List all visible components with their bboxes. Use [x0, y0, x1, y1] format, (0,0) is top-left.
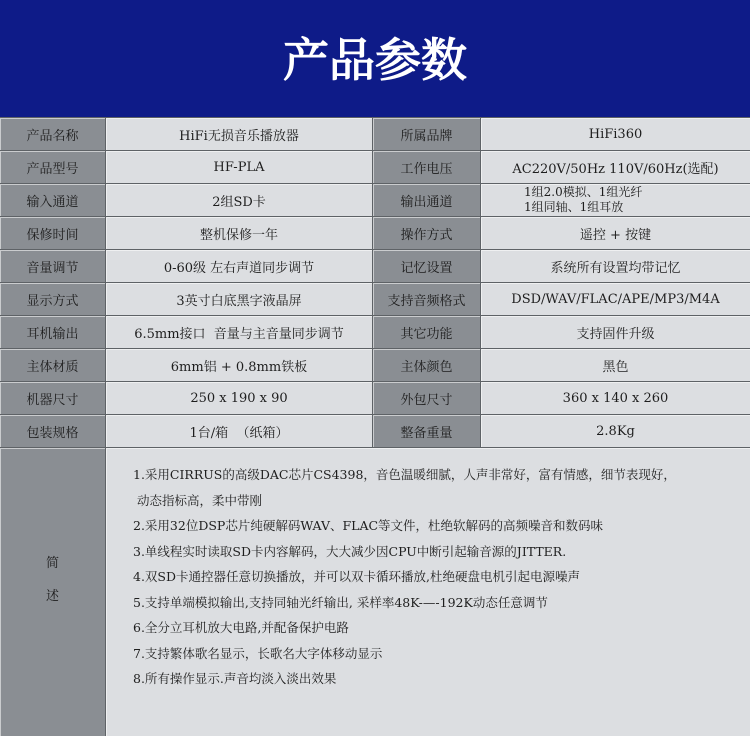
- spec-label-left: 主体材质: [0, 349, 106, 381]
- description-item: 1.采用CIRRUS的高级DAC芯片CS4398，音色温暖细腻，人声非常好，富有情感，细节表现好，: [133, 467, 676, 482]
- spec-label-right: 输出通道: [373, 184, 481, 216]
- spec-value-left: 6.5mm接口 音量与主音量同步调节: [106, 316, 373, 348]
- description-list: [106, 448, 750, 736]
- description-label: [0, 448, 106, 736]
- spec-value-right: AC220V/50Hz 110V/60Hz(选配): [481, 151, 750, 183]
- spec-label-right: 整备重量: [373, 415, 481, 447]
- spec-label-left: 包装规格: [0, 415, 106, 447]
- spec-row: [0, 316, 750, 349]
- spec-label-right: 所属品牌: [373, 118, 481, 150]
- spec-value-right: 系统所有设置均带记忆: [481, 250, 750, 282]
- spec-label-right: 主体颜色: [373, 349, 481, 381]
- spec-label-right: 记忆设置: [373, 250, 481, 282]
- spec-value-left: 250 x 190 x 90: [106, 382, 373, 414]
- spec-value-left: 2组SD卡: [106, 184, 373, 216]
- spec-label-right: 外包尺寸: [373, 382, 481, 414]
- description-item: 4.双SD卡通控器任意切换播放，并可以双卡循环播放,杜绝硬盘电机引起电源噪声: [133, 569, 580, 584]
- description-section: [0, 448, 750, 736]
- page-title: 产品参数: [283, 32, 467, 87]
- spec-label-right: 其它功能: [373, 316, 481, 348]
- description-item: 5.支持单端模拟输出,支持同轴光纤输出, 采样率48K-—-192K动态任意调节: [133, 594, 548, 610]
- spec-row: [0, 349, 750, 382]
- spec-row: [0, 382, 750, 415]
- spec-label-left: 保修时间: [0, 217, 106, 249]
- spec-value-left: HiFi无损音乐播放器: [106, 118, 373, 150]
- spec-value-right: 支持固件升级: [481, 316, 750, 348]
- spec-row: [0, 250, 750, 283]
- header-banner: [0, 0, 750, 118]
- spec-label-left: 显示方式: [0, 283, 106, 315]
- spec-value-right: 360 x 140 x 260: [481, 382, 750, 414]
- description-item-continuation: 动态指标高，柔中带刚: [137, 492, 263, 508]
- spec-value-right: 黑色: [481, 349, 750, 381]
- spec-value-line: 1组2.0模拟、1组光纤: [524, 185, 643, 199]
- spec-row: [0, 283, 750, 316]
- spec-value-right: 2.8Kg: [481, 415, 750, 447]
- spec-row: [0, 184, 750, 217]
- description-label-char: 述: [45, 589, 59, 604]
- spec-label-left: 产品名称: [0, 118, 106, 150]
- spec-value-left: HF-PLA: [106, 151, 373, 183]
- description-item: 6.全分立耳机放大电路,并配备保护电路: [133, 620, 349, 635]
- description-item: 3.单线程实时读取SD卡内容解码，大大减少因CPU中断引起输音源的JITTER.: [133, 543, 567, 559]
- spec-value-right: [481, 184, 750, 216]
- spec-row: [0, 415, 750, 448]
- description-label-char: 简: [45, 556, 59, 571]
- spec-table: [0, 118, 750, 448]
- spec-value-left: 6mm铝 + 0.8mm铁板: [106, 349, 373, 381]
- description-item: 8.所有操作显示.声音均淡入淡出效果: [133, 671, 337, 686]
- spec-label-left: 耳机输出: [0, 316, 106, 348]
- spec-value-left: 3英寸白底黑字液晶屏: [106, 283, 373, 315]
- spec-label-right: 支持音频格式: [373, 283, 481, 315]
- spec-value-left: 1台/箱 （纸箱）: [106, 415, 373, 447]
- description-item: 2.采用32位DSP芯片纯硬解码WAV、FLAC等文件，杜绝软解码的高频噪音和数码味: [133, 518, 604, 533]
- spec-value-left: 整机保修一年: [106, 217, 373, 249]
- spec-value-right: HiFi360: [481, 118, 750, 150]
- spec-value-right: 遥控 + 按键: [481, 217, 750, 249]
- spec-label-left: 音量调节: [0, 250, 106, 282]
- spec-row: [0, 151, 750, 184]
- spec-label-left: 输入通道: [0, 184, 106, 216]
- spec-label-left: 产品型号: [0, 151, 106, 183]
- spec-row: [0, 118, 750, 151]
- spec-value-left: 0-60级 左右声道同步调节: [106, 250, 373, 282]
- spec-value-line: 1组同轴、1组耳放: [524, 200, 624, 214]
- description-item: 7.支持繁体歌名显示，长歌名大字体移动显示: [133, 645, 383, 661]
- spec-label-right: 操作方式: [373, 217, 481, 249]
- spec-label-left: 机器尺寸: [0, 382, 106, 414]
- spec-label-right: 工作电压: [373, 151, 481, 183]
- spec-value-right: DSD/WAV/FLAC/APE/MP3/M4A: [481, 283, 750, 315]
- spec-row: [0, 217, 750, 250]
